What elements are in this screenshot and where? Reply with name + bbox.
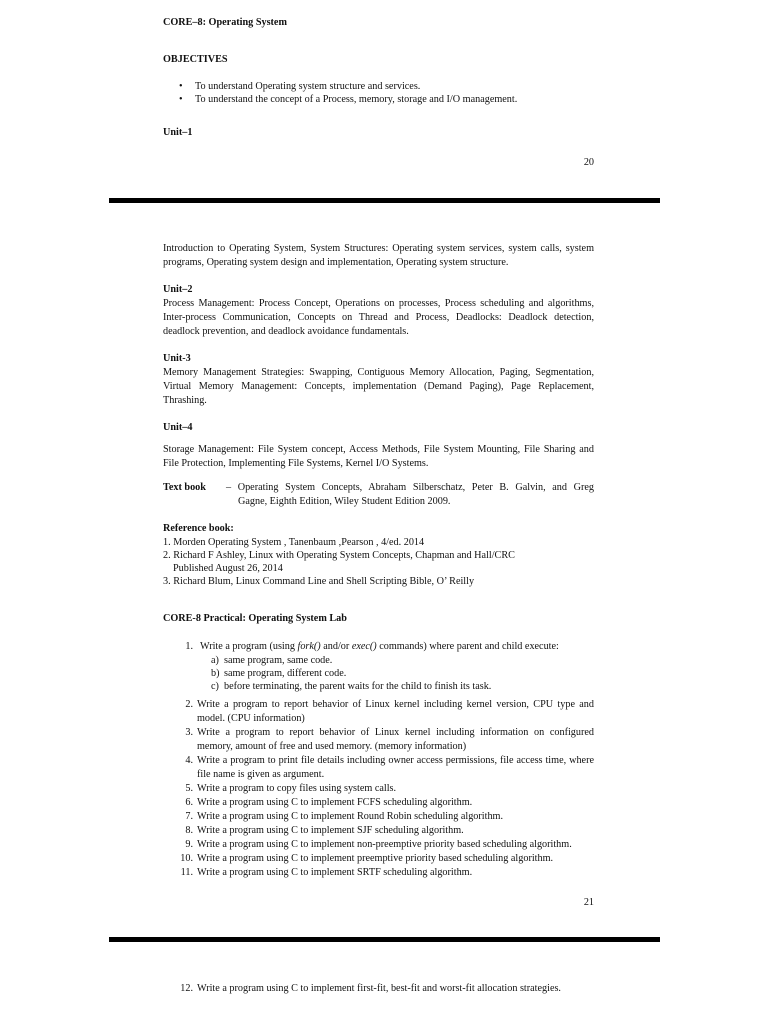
textbook-line: – Operating System Concepts, Abraham Silberschatz, Peter B. Galvin, and Greg [226, 482, 594, 493]
sub-list-item: c) before terminating, the parent waits for the child to finish its task. [211, 681, 492, 692]
lab-list-continued [177, 698, 594, 880]
sub-list-item: a) same program, same code. [211, 655, 333, 666]
list-item: 9. Write a program using C to implement non-preemptive priority based scheduling algorithm. [185, 839, 572, 850]
list-item: 12. Write a program using C to implement first-fit, best-fit and worst-fit allocation strategies. [180, 983, 561, 994]
sub-list-item: b) same program, different code. [211, 668, 347, 679]
lab-heading: CORE-8 Practical: Operating System Lab [163, 613, 347, 624]
objectives-heading: OBJECTIVES [163, 54, 228, 65]
bullet-icon: • [179, 81, 183, 92]
list-item: 2. Write a program to report behavior of Linux kernel including kernel version, CPU type and model. (CPU information) [185, 699, 594, 724]
list-item: 7. Write a program using C to implement Round Robin scheduling algorithm. [185, 811, 504, 822]
unit-1-body: Introduction to Operating System, System Structures: Operating system services, system calls, system programs, Operating system design and implementation, Operating system structure. [163, 243, 594, 268]
reference-list [163, 536, 515, 588]
page-number: 21 [583, 897, 594, 908]
bullet-icon: • [179, 94, 183, 105]
textbook-entry [163, 481, 594, 509]
reference-heading: Reference book: [163, 523, 234, 534]
list-item: 6. Write a program using C to implement FCFS scheduling algorithm. [185, 797, 473, 808]
page-divider [109, 937, 660, 942]
list-item: 3. Write a program to report behavior of Linux kernel including information on configured memory, amount of free and used memory. (memory information) [185, 727, 594, 752]
list-item: 4. Write a program to print file details including owner access permissions, file access time, where file name is given as argument. [185, 755, 594, 780]
page-divider [109, 198, 660, 203]
textbook-label: Text book [163, 482, 206, 493]
reference-item: Published August 26, 2014 [173, 563, 283, 574]
unit-4-body: Storage Management: File System concept, Access Methods, File System Mounting, File Sharing and File Protection, Implementing File Systems, Kernel I/O Systems. [163, 444, 594, 469]
objective-item: • To understand Operating system structure and services. [179, 81, 421, 92]
list-item: 8. Write a program using C to implement SJF scheduling algorithm. [185, 825, 464, 836]
list-item: 11. Write a program using C to implement SRTF scheduling algorithm. [180, 867, 473, 878]
reference-item: 3. Richard Blum, Linux Command Line and Shell Scripting Bible, O’ Reilly [163, 576, 475, 587]
objective-item: • To understand the concept of a Process, memory, storage and I/O management. [179, 94, 518, 105]
unit-3-heading: Unit-3 [163, 353, 191, 364]
list-item: 1. Write a program (using fork() and/or exec() commands) where parent and child execute: [185, 641, 559, 652]
unit-3-body: Memory Management Strategies: Swapping, Contiguous Memory Allocation, Paging, Segmentation, Virtual Memory Management: Concepts, implementation (Demand Paging), Page Replacement, Thrashing. [163, 367, 594, 406]
page-number: 20 [583, 157, 594, 168]
reference-item: 1. Morden Operating System , Tanenbaum ,Pearson , 4/ed. 2014 [163, 537, 425, 548]
textbook-line: Gagne, Eighth Edition, Wiley Student Edition 2009. [238, 496, 451, 507]
unit-2-heading: Unit–2 [163, 284, 193, 295]
unit-2-body: Process Management: Process Concept, Operations on processes, Process scheduling and algorithms, Inter-process Communication, Concepts on Thread and Process, Deadlocks: Deadlock detection, deadlock prevention, and deadlock avoidance fundamentals. [163, 298, 594, 337]
list-item: 5. Write a program to copy files using system calls. [185, 783, 397, 794]
unit-1-heading: Unit–1 [163, 127, 193, 138]
lab-list [177, 640, 594, 693]
unit-4-heading: Unit–4 [163, 422, 193, 433]
list-item: 10. Write a program using C to implement preemptive priority based scheduling algorithm. [180, 853, 554, 864]
lab-list-next-page [177, 982, 594, 996]
reference-item: 2. Richard F Ashley, Linux with Operating System Concepts, Chapman and Hall/CRC [163, 550, 515, 561]
objectives-list [163, 80, 593, 106]
document-title: CORE–8: Operating System [163, 17, 287, 28]
